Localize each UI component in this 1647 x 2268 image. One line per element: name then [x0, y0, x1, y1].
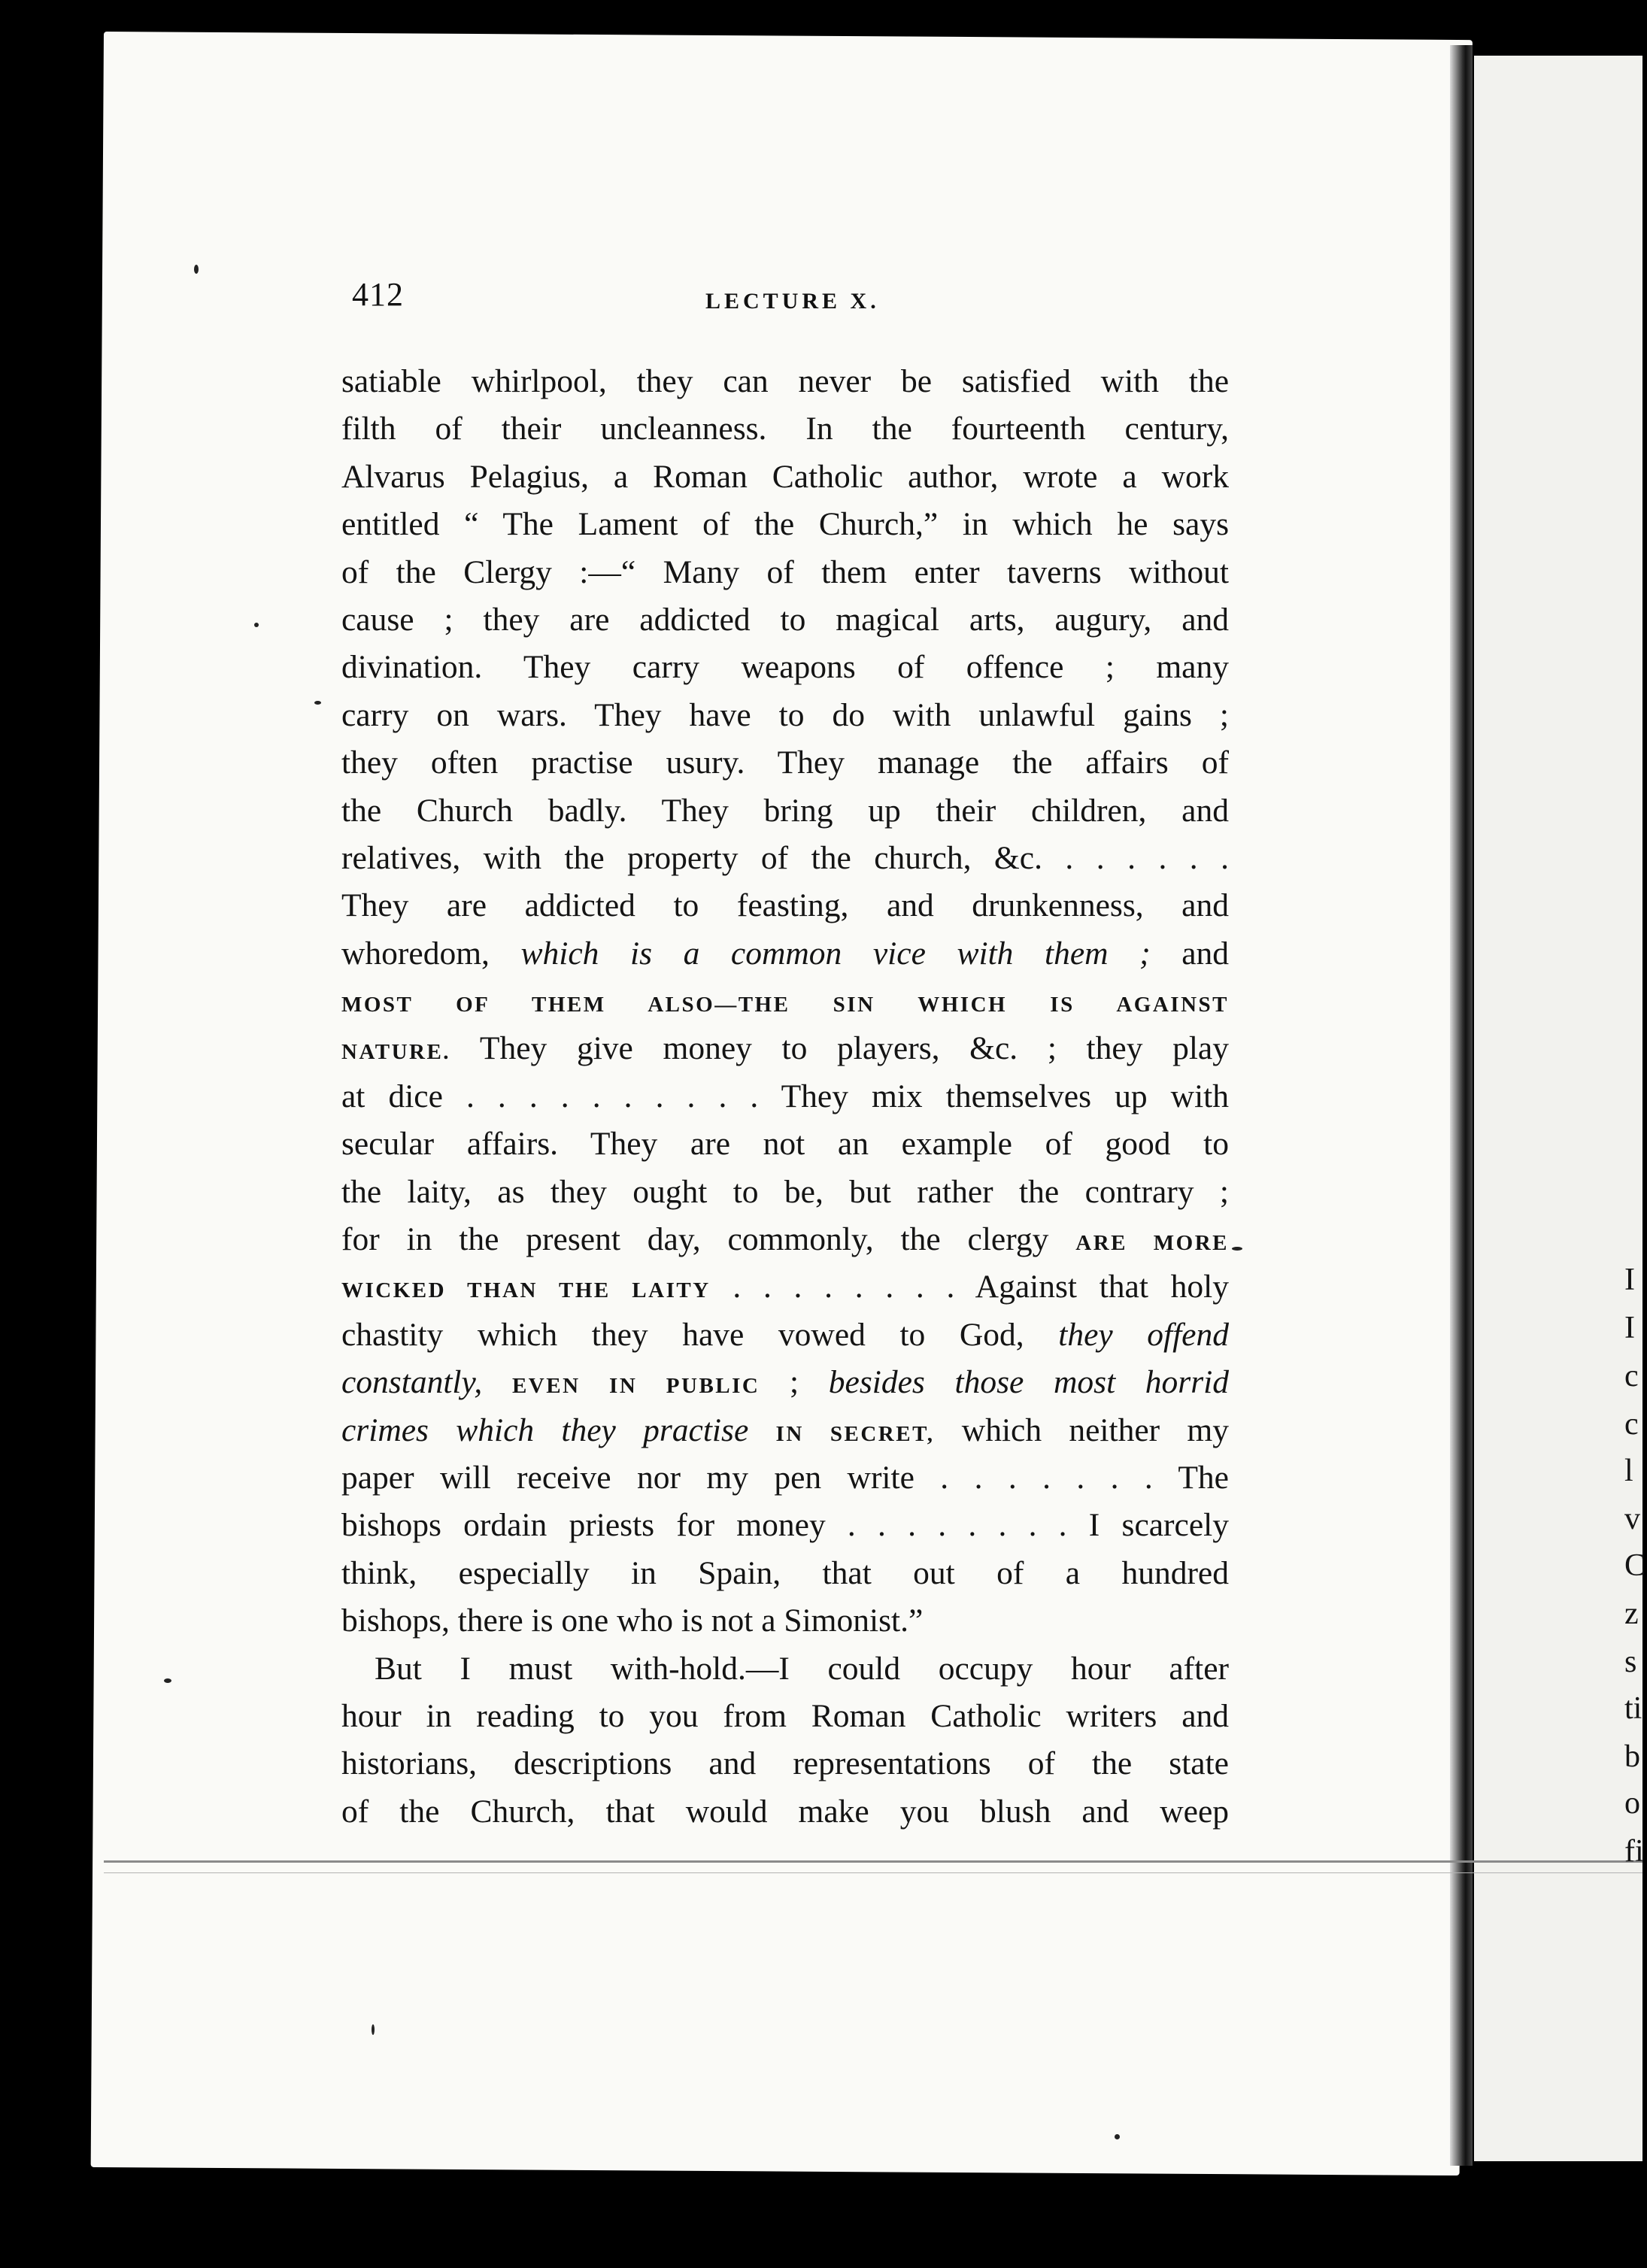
ink-speck [194, 265, 199, 274]
text-line [341, 1740, 1229, 1787]
text-run: paper will receive nor my pen write . . . . . . . The [341, 1459, 1229, 1496]
text-line [341, 1502, 1229, 1549]
text-line [341, 1597, 1229, 1645]
facing-page-letter: C [1624, 1548, 1646, 1583]
text-line [341, 835, 1229, 882]
text-run: for in the present day, commonly, the clergy [341, 1221, 1076, 1258]
page-number: 412 [352, 276, 404, 313]
text-run: entitled “ The Lament of the Church,” in which he says [341, 506, 1229, 543]
text-run: historians, descriptions and representations of the state [341, 1745, 1229, 1782]
text-run: which neither my [934, 1411, 1229, 1448]
text-line [341, 1407, 1229, 1454]
facing-page-letter: z [1624, 1596, 1639, 1631]
text-run: hour in reading to you from Roman Catholic writers and [341, 1697, 1229, 1734]
italic-run: which is a common vice with them ; [520, 935, 1151, 972]
text-line [341, 1120, 1229, 1168]
facing-page-letter: l [1624, 1454, 1633, 1488]
text-run: satiable whirlpool, they can never be satisfied with the [341, 363, 1229, 399]
text-run: filth of their uncleanness. In the fourteenth century, [341, 411, 1229, 447]
facing-page-letter: v [1624, 1502, 1640, 1536]
text-run: the laity, as they ought to be, but rather the contrary ; [341, 1173, 1229, 1210]
small-caps-run: NATURE. [341, 1040, 451, 1065]
ink-speck [314, 701, 321, 705]
page-bottom-edge [104, 1860, 1642, 1863]
text-line [341, 1454, 1229, 1502]
text-run: think, especially in Spain, that out of a hundred [341, 1554, 1229, 1591]
text-run: they often practise usury. They manage the affairs of [341, 744, 1229, 781]
facing-page-letter: b [1624, 1739, 1640, 1774]
small-caps-run: WICKED THAN THE LAITY [341, 1278, 711, 1303]
text-run: and [1150, 935, 1229, 972]
facing-page-letter: s [1624, 1645, 1637, 1679]
italic-run: they offend [1058, 1316, 1229, 1353]
page-bottom-edge-shadow [104, 1872, 1642, 1873]
text-line [341, 1169, 1229, 1216]
text-line [341, 405, 1229, 453]
text-run: But I must with-hold.—I could occupy hour after [375, 1650, 1229, 1687]
facing-page-letter: I [1624, 1263, 1635, 1297]
body-text [341, 358, 1229, 1836]
text-run: They are addicted to feasting, and drunkenness, and [341, 887, 1229, 924]
text-run: chastity which they have vowed to God, [341, 1316, 1059, 1353]
ink-speck [372, 2024, 375, 2035]
text-run: whoredom, [341, 935, 521, 972]
text-run: carry on wars. They have to do with unlawful gains ; [341, 696, 1229, 733]
running-head: LECTURE X. [705, 289, 880, 314]
page-header [352, 271, 1254, 331]
text-line [341, 1025, 1229, 1072]
text-line [341, 1693, 1229, 1740]
facing-page-letter: I [1624, 1311, 1635, 1345]
text-run: They give money to players, &c. ; they play [450, 1030, 1229, 1067]
text-run: bishops, there is one who is not a Simonist.” [341, 1602, 924, 1639]
facing-page-letter: ti [1624, 1691, 1642, 1726]
text-run: divination. They carry weapons of offence ; many [341, 649, 1229, 686]
text-run [482, 1364, 512, 1400]
text-run: relatives, with the property of the church, &c. . . . . . . [341, 839, 1229, 876]
text-line [341, 453, 1229, 501]
ink-speck [164, 1678, 171, 1683]
text-run: of the Clergy :—“ Many of them enter taverns without [341, 553, 1229, 590]
italic-run: crimes which they practise [341, 1411, 749, 1448]
text-line [341, 358, 1229, 405]
text-run [748, 1412, 775, 1448]
text-line [341, 1263, 1229, 1311]
ink-speck [1115, 2134, 1120, 2139]
text-line [341, 882, 1229, 929]
text-line [341, 692, 1229, 739]
text-line [341, 596, 1229, 644]
text-line [341, 549, 1229, 596]
facing-page-letter: c [1624, 1407, 1639, 1442]
text-run: ; [760, 1364, 829, 1401]
book-gutter [1450, 45, 1473, 2166]
text-run: of the Church, that would make you blush and weep [341, 1793, 1229, 1830]
text-line [341, 930, 1229, 978]
small-caps-run: ARE MORE [1075, 1231, 1229, 1256]
text-line [341, 1311, 1229, 1359]
small-caps-run: MOST OF THEM ALSO—THE SIN WHICH IS AGAINST [341, 993, 1229, 1017]
facing-page-letter: o [1624, 1786, 1640, 1821]
text-run: bishops ordain priests for money . . . . . . . . I scarcely [341, 1507, 1229, 1544]
text-run: cause ; they are addicted to magical arts, augury, and [341, 601, 1229, 638]
facing-page-letter: c [1624, 1359, 1639, 1393]
ink-speck [1232, 1247, 1242, 1251]
text-line [341, 787, 1229, 835]
text-line [341, 501, 1229, 548]
ink-speck [254, 623, 259, 627]
text-run: secular affairs. They are not an example of good to [341, 1126, 1229, 1163]
text-run: Alvarus Pelagius, a Roman Catholic author, wrote a work [341, 458, 1229, 495]
text-line [341, 739, 1229, 787]
small-caps-run: IN SECRET, [775, 1421, 935, 1446]
text-line [341, 1359, 1229, 1406]
text-run: the Church badly. They bring up their children, and [341, 792, 1229, 829]
text-line [341, 1550, 1229, 1597]
text-line [341, 1073, 1229, 1120]
text-line [341, 1788, 1229, 1836]
facing-page-edge [1474, 56, 1642, 2161]
italic-run: besides those most horrid [828, 1364, 1229, 1401]
text-run: at dice . . . . . . . . . . They mix themselves up with [341, 1078, 1229, 1114]
text-line [341, 644, 1229, 691]
text-line [341, 1645, 1229, 1693]
text-line [341, 978, 1229, 1025]
italic-run: constantly, [341, 1364, 483, 1401]
text-line [341, 1216, 1229, 1263]
small-caps-run: EVEN IN PUBLIC [511, 1374, 760, 1399]
facing-page-letter: fi [1624, 1834, 1644, 1869]
text-run: . . . . . . . . Against that holy [710, 1269, 1229, 1305]
